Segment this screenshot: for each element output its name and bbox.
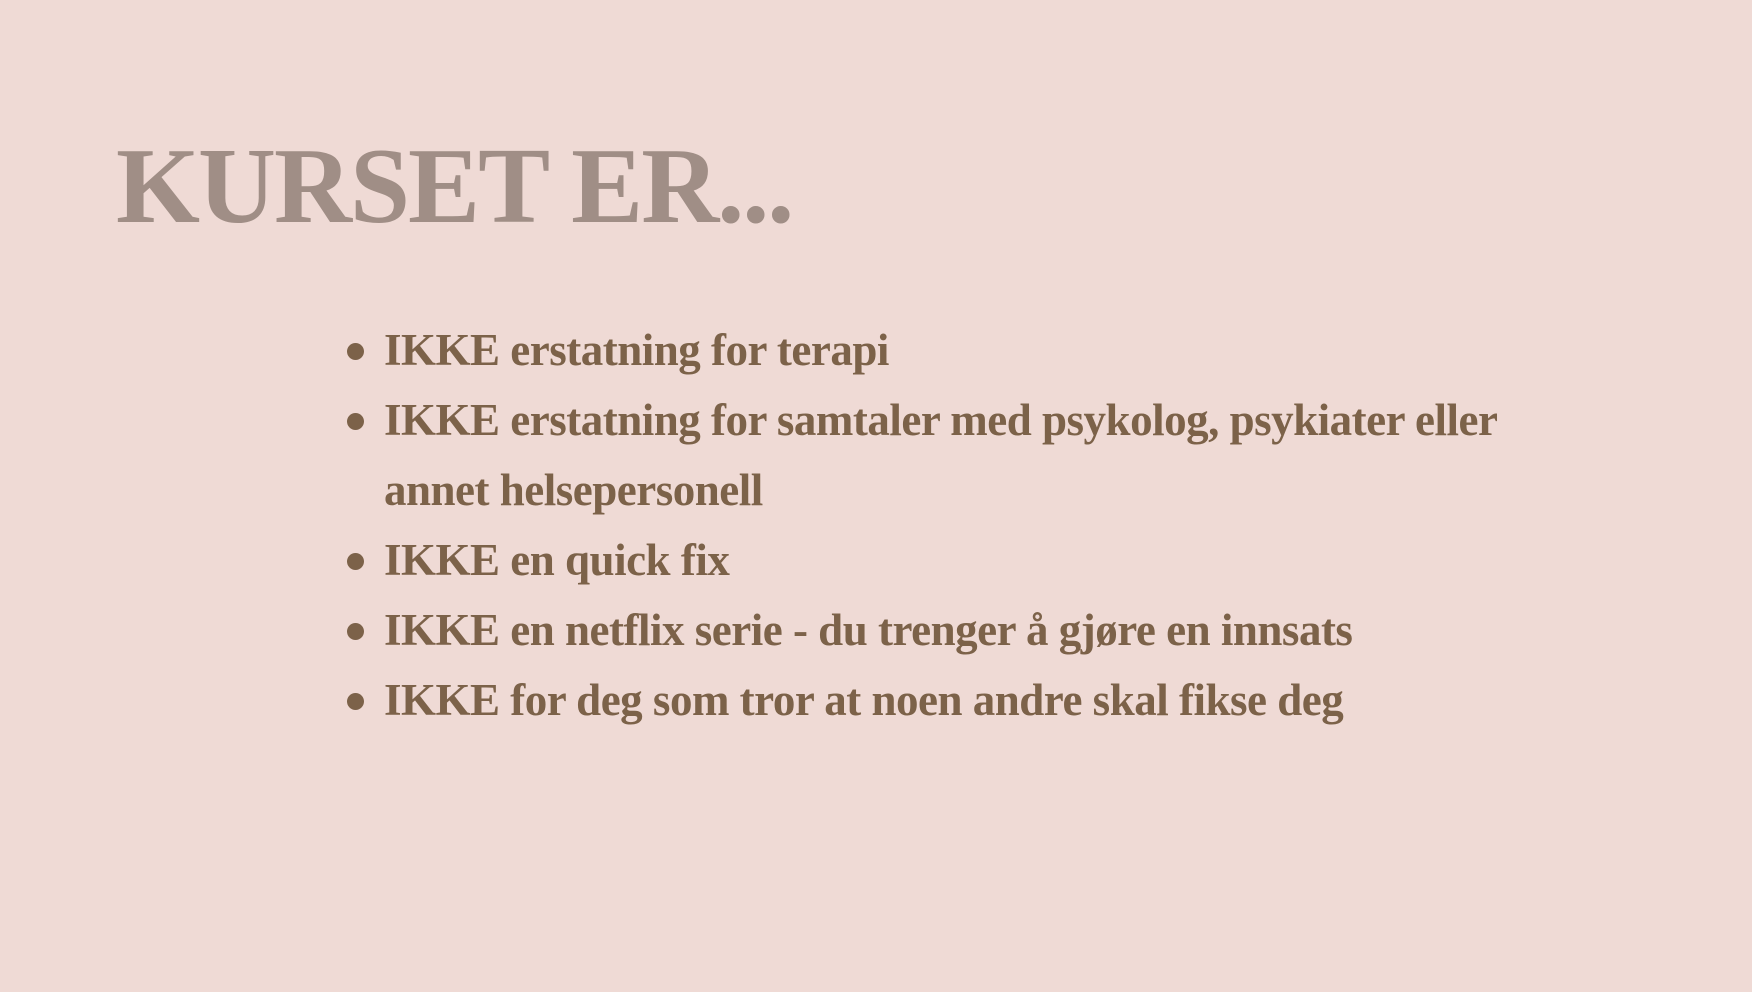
bullet-text: IKKE erstatning for terapi: [384, 325, 889, 375]
slide-title: KURSET ER...: [116, 127, 793, 246]
bullet-icon: [347, 693, 364, 710]
bullet-icon: [347, 623, 364, 640]
bullet-text: IKKE erstatning for samtaler med psykolog, psykiater eller annet helsepersonell: [384, 395, 1497, 515]
bullet-icon: [347, 413, 364, 430]
bullet-item: [384, 595, 1524, 665]
bullet-icon: [347, 553, 364, 570]
bullet-icon: [347, 343, 364, 360]
bullet-item: [384, 385, 1524, 525]
bullet-text: IKKE en quick fix: [384, 535, 730, 585]
bullet-item: [384, 665, 1524, 735]
bullet-list: [384, 315, 1524, 735]
bullet-text: IKKE for deg som tror at noen andre skal fikse deg: [384, 675, 1344, 725]
bullet-item: [384, 525, 1524, 595]
bullet-item: [384, 315, 1524, 385]
bullet-text: IKKE en netflix serie - du trenger å gjøre en innsats: [384, 605, 1353, 655]
